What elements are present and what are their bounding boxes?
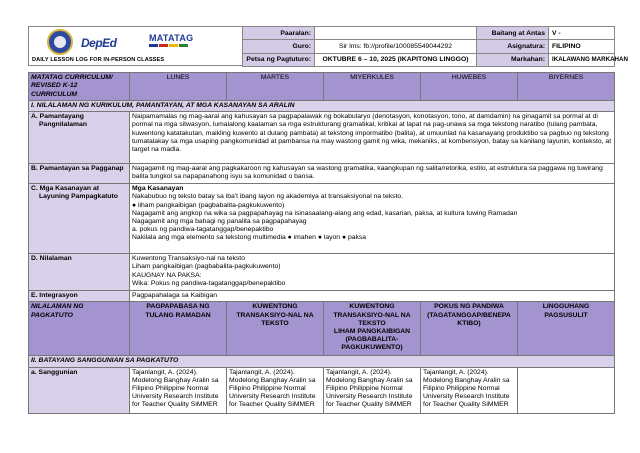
row-label: D. Nilalaman bbox=[29, 254, 130, 291]
row-label-line: A. Pamantayang bbox=[31, 113, 84, 121]
row-pamantayang-pangnilalaman bbox=[29, 112, 615, 164]
day-header-miyerkules: MIYERKULES bbox=[324, 73, 421, 101]
reference-line: Filipino Philippine Normal bbox=[132, 385, 209, 393]
day-header-lunes: LUNES bbox=[130, 73, 227, 101]
row-label: E. Integrasyon bbox=[29, 291, 130, 302]
row-nilalaman-ng-pagkatuto bbox=[29, 302, 615, 356]
day-header-martes: MARTES bbox=[227, 73, 324, 101]
topic-lunes bbox=[130, 302, 227, 356]
kasanayan-line: Nagagamit ang angkop na wika sa pagpapahayag na isinasaalang-alang ang edad, kasarian, paksa, at kultura tuwing Ramadan bbox=[132, 209, 518, 217]
kasanayan-line: a. pokus ng pandiwa-tagatanggap/benepaktibo bbox=[132, 226, 274, 234]
lesson-log-table bbox=[28, 72, 615, 414]
asignatura-value: FILIPINO bbox=[549, 40, 615, 53]
logo-area bbox=[28, 26, 242, 66]
topic-line: POKUS NG PANDIWA bbox=[434, 303, 504, 311]
markahan-value: IKALAWANG MARKAHAN bbox=[549, 53, 615, 66]
header-info-table bbox=[242, 26, 628, 67]
kasanayan-line: Nagagamit ang mga bahagi ng panalita sa pagpapahayag bbox=[132, 218, 307, 226]
reference-line: for Teacher Quality SiMMER bbox=[423, 401, 509, 409]
topic-line: (TAGATANGGAP/BENEPA bbox=[427, 311, 511, 319]
petsa-label: Petsa ng Pagtuturo: bbox=[243, 53, 315, 66]
topic-line: PAGSUSULIT bbox=[544, 311, 588, 319]
reference-line: for Teacher Quality SiMMER bbox=[229, 401, 315, 409]
row-label: a. Sanggunian bbox=[29, 367, 130, 413]
row-label: B. Pamantayan sa Pagganap bbox=[29, 164, 130, 184]
topic-line: KUWENTONG bbox=[349, 303, 395, 311]
topic-line: (PAGBABALITA- bbox=[345, 336, 399, 344]
kasanayan-line: Nakabubuo ng teksto batay sa iba't ibang layon ng akademiya at transaksiyonal na teksto. bbox=[132, 193, 404, 201]
topic-miyerkules bbox=[324, 302, 421, 356]
paaralan-value bbox=[315, 27, 477, 40]
document-header bbox=[28, 26, 628, 66]
row-sanggunian bbox=[29, 367, 615, 413]
markahan-label: Markahan: bbox=[477, 53, 549, 66]
topic-biyernes bbox=[518, 302, 615, 356]
column-header-row bbox=[29, 73, 615, 101]
row-content bbox=[130, 184, 615, 254]
reference-line: Modelong Banghay Aralin sa bbox=[326, 376, 413, 384]
row-label-line: PAGKATUTO bbox=[31, 311, 73, 319]
reference-line: Tajanlangit, A. (2024). bbox=[423, 368, 489, 376]
reference-line: Tajanlangit, A. (2024). bbox=[132, 368, 198, 376]
sanggunian-biyernes bbox=[518, 367, 615, 413]
topic-line: TULANG RAMADAN bbox=[145, 311, 211, 319]
reference-line: Modelong Banghay Aralin sa bbox=[132, 376, 219, 384]
reference-line: Filipino Philippine Normal bbox=[423, 385, 500, 393]
reference-line: for Teacher Quality SiMMER bbox=[132, 401, 218, 409]
reference-line: University Research Institute bbox=[132, 393, 219, 401]
row-label bbox=[29, 184, 130, 254]
row-content: Nagagamit ng mag-aaral ang pagkakaroon ng kahusayan sa wastong gramatika, kaangkupan ng salita/retorika, estilo, at estruktura sa paggawa ng tuwirang balita tungkol sa napapanahong isyu sa komunidad o bansa. bbox=[130, 164, 615, 184]
row-label-line: Layuning Pampagkatuto bbox=[39, 193, 118, 201]
day-header-biyernes: BIYERNES bbox=[518, 73, 615, 101]
nilalaman-line: Liham pangkaibigan (pagbabalita-pagkukuwento) bbox=[132, 263, 281, 271]
topic-line: PAGPAPABASA NG bbox=[146, 303, 210, 311]
curriculum-header-line: CURRICULUM bbox=[31, 90, 78, 98]
reference-line: University Research Institute bbox=[229, 393, 316, 401]
sanggunian-lunes bbox=[130, 367, 227, 413]
nilalaman-line: Wika: Pokus ng pandiwa-tagatanggap/benepaktibo bbox=[132, 279, 286, 287]
baitang-value: V - bbox=[549, 27, 615, 40]
matatag-logo bbox=[149, 33, 193, 47]
baitang-label: Baitang at Antas bbox=[477, 27, 549, 40]
reference-line: Filipino Philippine Normal bbox=[229, 385, 306, 393]
row-nilalaman bbox=[29, 254, 615, 291]
reference-line: University Research Institute bbox=[423, 393, 510, 401]
kasanayan-heading: Mga Kasanayan bbox=[132, 185, 184, 193]
guro-label: Guro: bbox=[243, 40, 315, 53]
matatag-bar bbox=[149, 44, 158, 47]
row-label-line: C. Mga Kasanayan at bbox=[31, 185, 99, 193]
nilalaman-line: Kuwentong Transaksiyo-nal na teksto bbox=[132, 255, 245, 263]
row-label-line: Pangnilalaman bbox=[39, 121, 87, 129]
reference-line: Modelong Banghay Aralin sa bbox=[229, 376, 316, 384]
curriculum-header-line: REVISED K-12 bbox=[31, 82, 78, 90]
section-title: II. BATAYANG SANGGUNIAN SA PAGKATUTO bbox=[29, 356, 615, 367]
topic-line: TEKSTO bbox=[261, 319, 289, 327]
row-label bbox=[29, 302, 130, 356]
topic-line: KUWENTONG bbox=[252, 303, 298, 311]
sanggunian-martes bbox=[227, 367, 324, 413]
row-content: Pagpapahalaga sa Kaibigan bbox=[130, 291, 615, 302]
reference-line: for Teacher Quality SiMMER bbox=[326, 401, 412, 409]
paaralan-label: Paaralan: bbox=[243, 27, 315, 40]
matatag-word: MATATAG bbox=[149, 33, 194, 43]
section-header-row bbox=[29, 101, 615, 112]
kasanayan-line: Nakilala ang mga elemento sa tekstong multimedia ● imahen ● layon ● paksa bbox=[132, 234, 367, 242]
sanggunian-miyerkules bbox=[324, 367, 421, 413]
reference-line: Modelong Banghay Aralin sa bbox=[423, 376, 510, 384]
row-content: Naipamamalas ng mag-aaral ang kahusayan sa pagpapalawak ng bokabularyo (denotasyon, konotasyon, tono, at damdamin) na ginagamit sa pormal at di pormal na mga sitwasyon, lumalalong kaalaman sa mga estrukturang gramatikal, kritikal at lapat na pag-unawa sa mga tekstong naratibo (tulang pambata, kuwentong katatakutan, maikling kuwento at dulang pambata) at tekstong impormatibo (balita), at umuunlad na kasanayang produktibo sa pagbuo ng tekstong tumatalakay sa mga usaping pangkomunidad at pambansa na may wastong gamit ng wika, mekaniks, at kombensiyon, batay sa kanilang layunin, konteksto, at target na madla. bbox=[130, 112, 615, 164]
row-label-line: NILALAMAN NG bbox=[31, 303, 84, 311]
matatag-bar bbox=[159, 44, 168, 47]
asignatura-label: Asignatura: bbox=[477, 40, 549, 53]
matatag-bar bbox=[179, 44, 188, 47]
matatag-bar bbox=[169, 44, 178, 47]
topic-line: LINGGUHANG bbox=[542, 303, 590, 311]
deped-logo: DepEd bbox=[81, 36, 117, 50]
topic-line: KTIBO) bbox=[457, 319, 481, 327]
row-integrasyon bbox=[29, 291, 615, 302]
matatag-color-bars bbox=[149, 44, 193, 47]
section-header-row bbox=[29, 356, 615, 367]
topic-line: TRANSAKSIYO-NAL NA bbox=[236, 311, 314, 319]
row-mga-kasanayan bbox=[29, 184, 615, 254]
curriculum-header-line: MATATAG CURRICULUM/ bbox=[31, 74, 113, 82]
deped-seal-icon bbox=[47, 29, 73, 55]
row-pamantayan-sa-pagganap bbox=[29, 164, 615, 184]
day-header-huwebes: HUWEBES bbox=[421, 73, 518, 101]
curriculum-column-header bbox=[29, 73, 130, 101]
reference-line: Filipino Philippine Normal bbox=[326, 385, 403, 393]
topic-martes bbox=[227, 302, 324, 356]
sanggunian-huwebes bbox=[421, 367, 518, 413]
topic-line: LIHAM PANGKAIBIGAN bbox=[333, 328, 411, 336]
logo-caption: DAILY LESSON LOG FOR IN-PERSON CLASSES bbox=[32, 57, 165, 63]
kasanayan-line: ● liham pangkaibigan (pagbabalita-pagkukuwento) bbox=[132, 201, 285, 209]
reference-line: Tajanlangit, A. (2024). bbox=[229, 368, 295, 376]
topic-line: TRANSAKSIYO-NAL NA bbox=[333, 311, 411, 319]
nilalaman-line: KAUGNAY NA PAKSA: bbox=[132, 271, 202, 279]
topic-line: TEKSTO bbox=[358, 319, 386, 327]
topic-line: PAGKUKUWENTO) bbox=[341, 344, 403, 352]
section-title: I. NILALAMAN NG KURIKULUM, PAMANTAYAN, AT MGA KASANAYAN SA ARALIN bbox=[29, 101, 615, 112]
reference-line: University Research Institute bbox=[326, 393, 413, 401]
topic-huwebes bbox=[421, 302, 518, 356]
row-content bbox=[130, 254, 615, 291]
petsa-value: OKTUBRE 6 – 10, 2025 (IKAPITONG LINGGO) bbox=[315, 53, 477, 66]
row-label bbox=[29, 112, 130, 164]
guro-value: Sir lms: fb://profile/100085549044292 bbox=[315, 40, 477, 53]
reference-line: Tajanlangit, A. (2024). bbox=[326, 368, 392, 376]
